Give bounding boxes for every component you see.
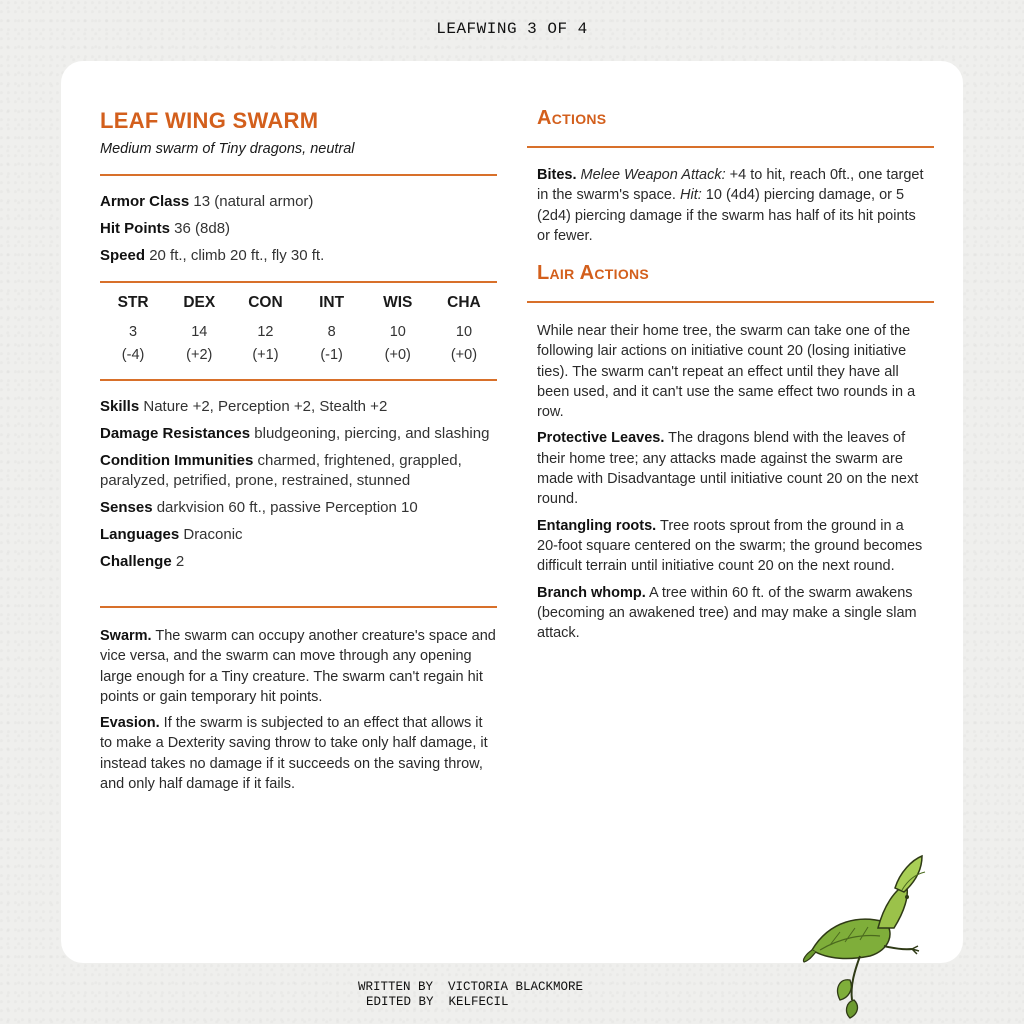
trait-evasion [100,713,497,794]
damage-resistances-label: Damage Resistances [100,425,251,442]
stat-block-card [61,61,963,963]
monster-type: Medium swarm of Tiny dragons, neutral [100,141,355,157]
damage-resistances-value: bludgeoning, piercing, and slashing [254,425,490,442]
divider [100,174,497,176]
ability-label: STR [117,294,149,311]
trait-name: Swarm. [100,628,152,644]
lair-action-name: Entangling roots. [537,517,657,534]
ability-wis [365,294,431,367]
challenge [100,552,497,572]
trait-swarm [100,626,497,707]
lair-action-text: Tree roots sprout from the ground in a 20-foot square centered on the swarm; the ground becomes difficult terrain until initiative count 20 on the next round. [537,517,923,575]
condition-immunities-label: Condition Immunities [100,452,254,469]
ability-modifier: (+2) [186,347,213,363]
lair-actions-heading: Lair Actions [537,262,650,284]
lair-action-name: Branch whomp. [537,584,646,601]
hit-points [100,219,497,239]
condition-immunities-value: charmed, frightened, grappled, paralyzed, petrified, prone, restrained, stunned [100,452,462,489]
condition-immunities [100,451,497,491]
skills [100,397,497,417]
languages [100,525,497,545]
attack-type: Melee Weapon Attack: [580,167,726,183]
action-text: +4 to hit, reach 0ft., one target in the swarm's space. [537,167,924,204]
actions-list [537,165,927,252]
ability-label: CHA [447,294,481,311]
ability-score: 10 [455,324,473,340]
divider [100,281,497,283]
damage-resistances [100,424,497,444]
divider [100,606,497,608]
ability-score: 8 [327,324,336,340]
leaf-dragon-illustration [800,850,940,1020]
traits [100,626,497,800]
ability-scores [100,294,497,367]
lair-action-text: The dragons blend with the leaves of their home tree; any attacks made against the swarm are made with Disadvantage until initiative count 20 on the next round. [537,430,919,508]
lair-action-protective-leaves [537,428,927,509]
ability-modifier: (-4) [121,347,145,363]
lair-action-entangling-roots [537,516,927,577]
ability-con [232,294,298,367]
lair-action-branch-whomp [537,583,927,644]
speed-label: Speed [100,247,146,264]
ability-str [100,294,166,367]
trait-text: The swarm can occupy another creature's space and vice versa, and the swarm can move through any opening large enough for a Tiny creature. The swarm can't regain hit points or gain temporary hit points. [100,628,496,705]
ability-label: WIS [383,294,413,311]
languages-label: Languages [100,526,180,543]
armor-class-value: 13 (natural armor) [193,193,314,210]
ability-modifier: (+0) [450,347,478,363]
action-text: 10 (4d4) piercing damage, or 5 (2d4) piercing damage if the swarm has half of its hit points or fewer. [537,187,916,244]
armor-class [100,192,497,212]
ability-score: 3 [129,324,138,340]
divider [100,379,497,381]
ability-label: CON [248,294,283,311]
lair-action-text: A tree within 60 ft. of the swarm awakens (becoming an awakened tree) and may make a single slam attack. [537,584,917,642]
skills-value: Nature +2, Perception +2, Stealth +2 [143,398,388,415]
challenge-label: Challenge [100,553,172,570]
trait-text: If the swarm is subjected to an effect that allows it to make a Dexterity saving throw to take only half damage, it instead takes no damage if it succeeds on the saving throw, and only half damage if it fails. [100,715,488,793]
ability-label: DEX [183,294,216,311]
senses-value: darkvision 60 ft., passive Perception 10 [156,499,418,516]
edited-by-label: EDITED BY [366,995,434,1009]
action-bites [537,165,927,246]
ability-modifier: (+0) [384,347,411,363]
credits-written [358,980,583,994]
challenge-value: 2 [175,553,185,570]
credits-edited [366,995,509,1009]
actions-heading: Actions [537,107,607,129]
divider [527,301,934,303]
speed [100,246,497,266]
ability-dex [166,294,232,367]
ability-label: INT [319,294,345,311]
languages-value: Draconic [183,526,243,543]
editor-name: KELFECIL [448,995,509,1009]
senses [100,498,497,518]
monster-name: LEAF WING SWARM [100,108,319,133]
speed-value: 20 ft., climb 20 ft., fly 30 ft. [149,247,325,264]
skills-label: Skills [100,398,140,415]
lair-actions-intro: While near their home tree, the swarm can take one of the following lair actions on initiative count 20 (losing initiative ties). The swarm can't repeat an effect until they have all been used, and it can't use the same effect two rounds in a row. [537,323,916,421]
secondary-stats [100,397,497,579]
ability-score: 12 [257,324,274,340]
senses-label: Senses [100,499,153,516]
author-name: VICTORIA BLACKMORE [448,980,584,994]
divider [527,146,934,148]
hit-label: Hit: [680,187,702,204]
ability-cha [431,294,497,367]
ability-modifier: (+1) [252,347,279,363]
lair-actions-list [537,321,927,649]
armor-class-label: Armor Class [100,193,190,210]
ability-score: 10 [389,324,406,340]
trait-name: Evasion. [100,715,160,732]
ability-modifier: (-1) [320,347,343,363]
action-name: Bites. [537,167,577,183]
basic-stats [100,192,497,273]
ability-score: 14 [191,324,208,340]
hit-points-label: Hit Points [100,220,170,237]
lair-action-name: Protective Leaves. [537,430,665,447]
page-header-title: LEAFWING 3 OF 4 [436,20,588,38]
hit-points-value: 36 (8d8) [174,220,231,237]
ability-int [299,294,365,367]
written-by-label: WRITTEN BY [358,980,434,994]
